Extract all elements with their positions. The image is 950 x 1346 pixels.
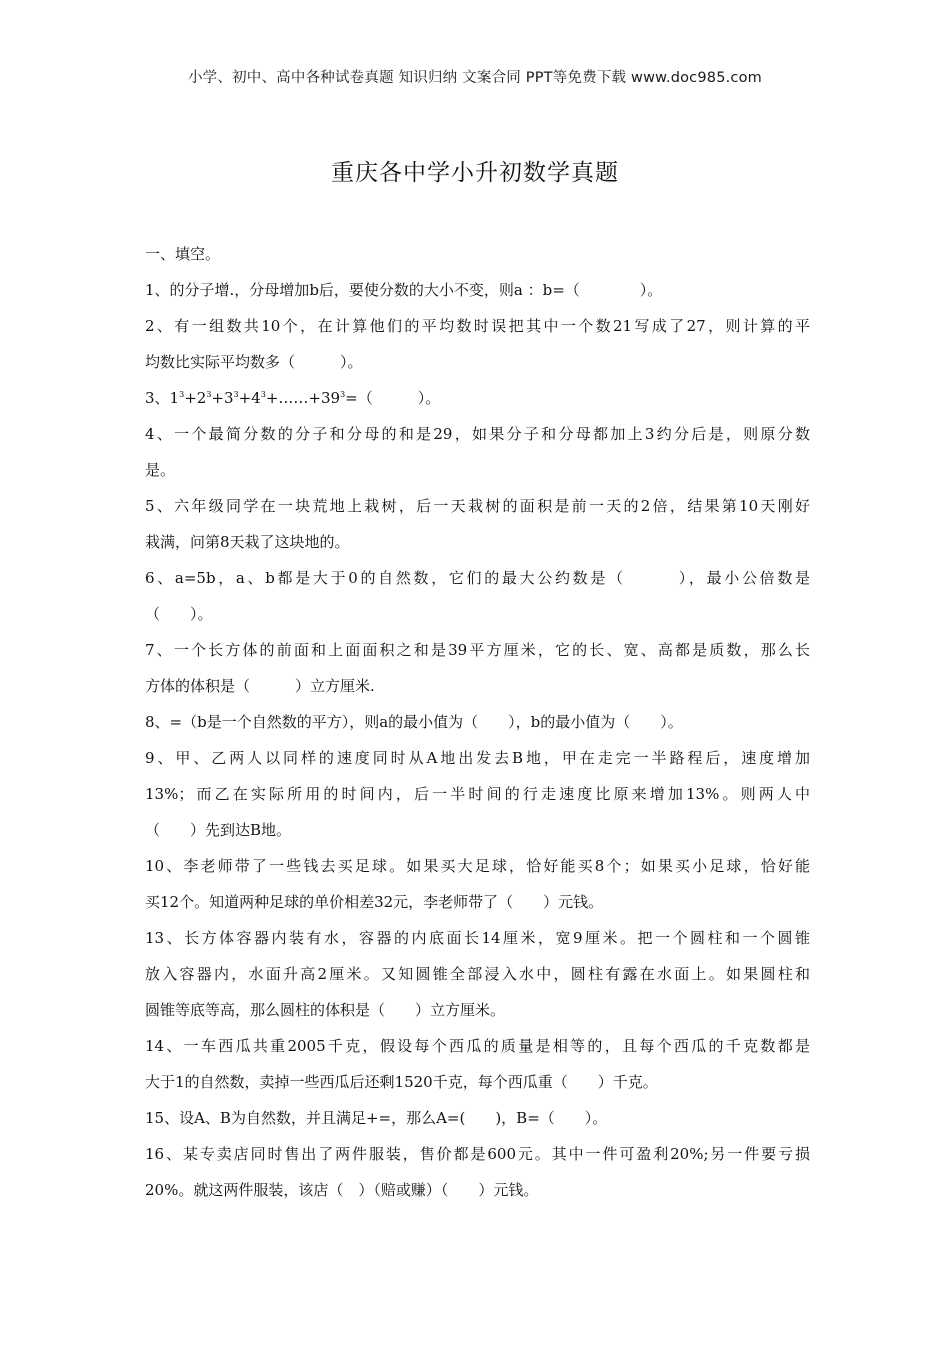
question-list	[145, 236, 810, 1208]
q3-exponent: 3	[233, 390, 239, 399]
question-line-14b: 大于1的自然数，卖掉一些西瓜后还剩1520千克，每个西瓜重（ ）千克。	[145, 1073, 658, 1091]
question-line-16b: 20%。就这两件服装，该店（ ）（赔或赚）（ ）元钱。	[145, 1181, 539, 1199]
q3-term: +4	[238, 389, 261, 407]
question-line-2a: 2、有一组数共10个，在计算他们的平均数时误把其中一个数21写成了27，则计算的平	[145, 317, 810, 335]
question-line-4b: 是。	[145, 461, 176, 479]
q3-exponent: 3	[260, 390, 266, 399]
question-line-9c: （ ）先到达B地。	[145, 821, 292, 839]
site-header: 小学、初中、高中各种试卷真题 知识归纳 文案合同 PPT等免费下载 www.doc985.com	[187, 70, 763, 86]
question-line-6a: 6、a=5b，a、b都是大于0的自然数，它们的最大公约数是（ ），最小公倍数是	[145, 569, 810, 587]
question-line-9b: 13%；而乙在实际所用的时间内，后一半时间的行走速度比原来增加13%。则两人中	[145, 785, 810, 803]
question-line-13b: 放入容器内，水面升高2厘米。又知圆锥全部浸入水中，圆柱有露在水面上。如果圆柱和	[145, 965, 810, 983]
q3-exponent: 3	[206, 390, 212, 399]
question-line-7b: 方体的体积是（ ）立方厘米.	[145, 677, 375, 695]
q3-exponent: 3	[179, 390, 185, 399]
question-line-7a: 7、一个长方体的前面和上面面积之和是39平方厘米，它的长、宽、高都是质数，那么长	[145, 641, 810, 659]
q3-exponent: 3	[340, 390, 346, 399]
question-line-5b: 栽满，问第8天栽了这块地的。	[145, 533, 350, 551]
q3-term: =（ ）。	[345, 389, 441, 407]
question-line-6b: （ ）。	[145, 605, 213, 623]
question-line-8: 8、=（b是一个自然数的平方），则a的最小值为（ ），b的最小值为（ ）。	[145, 713, 683, 731]
question-line-3	[145, 380, 810, 416]
question-line-10a: 10、李老师带了一些钱去买足球。如果买大足球，恰好能买8个；如果买小足球，恰好能	[145, 857, 810, 875]
question-line-9a: 9、甲、乙两人以同样的速度同时从A地出发去B地，甲在走完一半路程后，速度增加	[145, 749, 810, 767]
page-title: 重庆各中学小升初数学真题	[331, 160, 619, 186]
q3-term: +3	[211, 389, 234, 407]
q3-term: +2	[184, 389, 207, 407]
question-line-1: 1、的分子增.，分母增加b后，要使分数的大小不变，则a ：b=（ ）。	[145, 281, 663, 299]
question-line-10b: 买12个。知道两种足球的单价相差32元，李老师带了（ ）元钱。	[145, 893, 604, 911]
question-line-15: 15、设A、B为自然数，并且满足+=，那么A=( )，B=（ ）。	[145, 1109, 608, 1127]
section-heading: 一、填空。	[145, 245, 221, 263]
question-line-16a: 16、某专卖店同时售出了两件服装，售价都是600元。其中一件可盈利20%;另一件要亏损	[145, 1145, 810, 1163]
q3-prefix: 3、1	[145, 389, 180, 407]
question-line-5a: 5、六年级同学在一块荒地上栽树，后一天栽树的面积是前一天的2倍，结果第10天刚好	[145, 497, 810, 515]
q3-term: +……+39	[265, 389, 341, 407]
question-line-13a: 13、长方体容器内装有水，容器的内底面长14厘米，宽9厘米。把一个圆柱和一个圆锥	[145, 929, 810, 947]
question-line-2b: 均数比实际平均数多（ ）。	[145, 353, 363, 371]
question-line-14a: 14、一车西瓜共重2005千克，假设每个西瓜的质量是相等的，且每个西瓜的千克数都是	[145, 1037, 810, 1055]
question-line-4a: 4、一个最简分数的分子和分母的和是29，如果分子和分母都加上3约分后是，则原分数	[145, 425, 810, 443]
question-line-13c: 圆锥等底等高，那么圆柱的体积是（ ）立方厘米。	[145, 1001, 506, 1019]
